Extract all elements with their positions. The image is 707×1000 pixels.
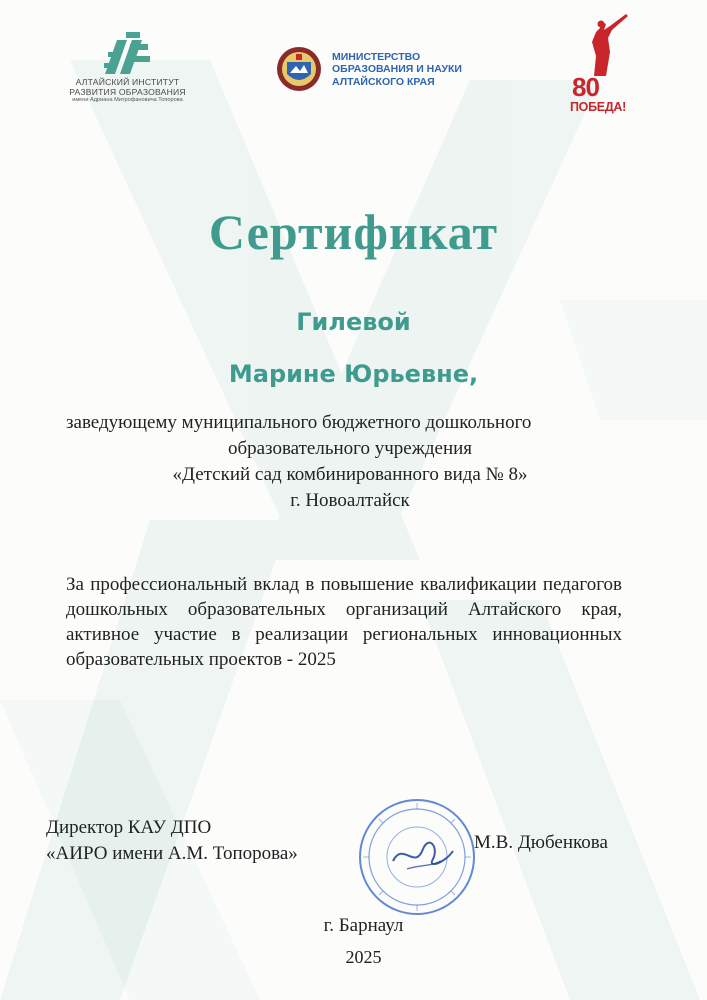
ministry-name-line3: АЛТАЙСКОГО КРАЯ (332, 75, 435, 88)
recipient-position (40, 410, 660, 514)
signatory-title-line1: Директор КАУ ДПО (46, 817, 212, 838)
certificate-title: Сертификат (208, 204, 499, 260)
altai-coat-of-arms-icon (274, 44, 324, 94)
ministry-name-line2: ОБРАЗОВАНИЯ И НАУКИ (332, 63, 462, 76)
airo-name-line2: РАЗВИТИЯ ОБРАЗОВАНИЯ (69, 86, 186, 97)
recipient-surname: Гилевой (296, 308, 411, 336)
recipient-given-names: Марине Юрьевне, (228, 360, 479, 388)
city: г. Барнаул (323, 915, 404, 936)
merit-text: За профессиональный вклад в повышение квалификации педагогов дошкольных образовательных организаций Алтайского края, активное участие в реализации региональных инновационных образовательных проектов - 2025 (66, 574, 622, 670)
official-stamp-icon (357, 797, 477, 917)
airo-name-line3: имени Адриана Митрофановича Топорова (72, 97, 183, 104)
victory-word: ПОБЕДА! (570, 100, 627, 114)
position-line: г. Новоалтайск (290, 490, 410, 511)
motherland-statue-icon (566, 12, 636, 76)
ministry-logo (274, 44, 484, 94)
signatory-title (46, 815, 298, 867)
airo-name-line1: АЛТАЙСКИЙ ИНСТИТУТ (75, 77, 180, 87)
victory-80-logo (566, 12, 636, 122)
ministry-name-line1: МИНИСТЕРСТВО (332, 51, 421, 63)
year: 2025 (345, 947, 382, 967)
position-line: заведующему муниципального бюджетного дошкольного (66, 412, 532, 433)
airo-emblem-icon (60, 30, 195, 78)
signatory-title-line2: «АИРО имени А.М. Топорова» (46, 843, 298, 864)
signatory-name: М.В. Дюбенкова (474, 832, 608, 853)
victory-number: 80 (572, 72, 599, 102)
airo-logo (60, 30, 195, 120)
position-line: «Детский сад комбинированного вида № 8» (172, 464, 528, 485)
position-line: образовательного учреждения (227, 438, 473, 459)
